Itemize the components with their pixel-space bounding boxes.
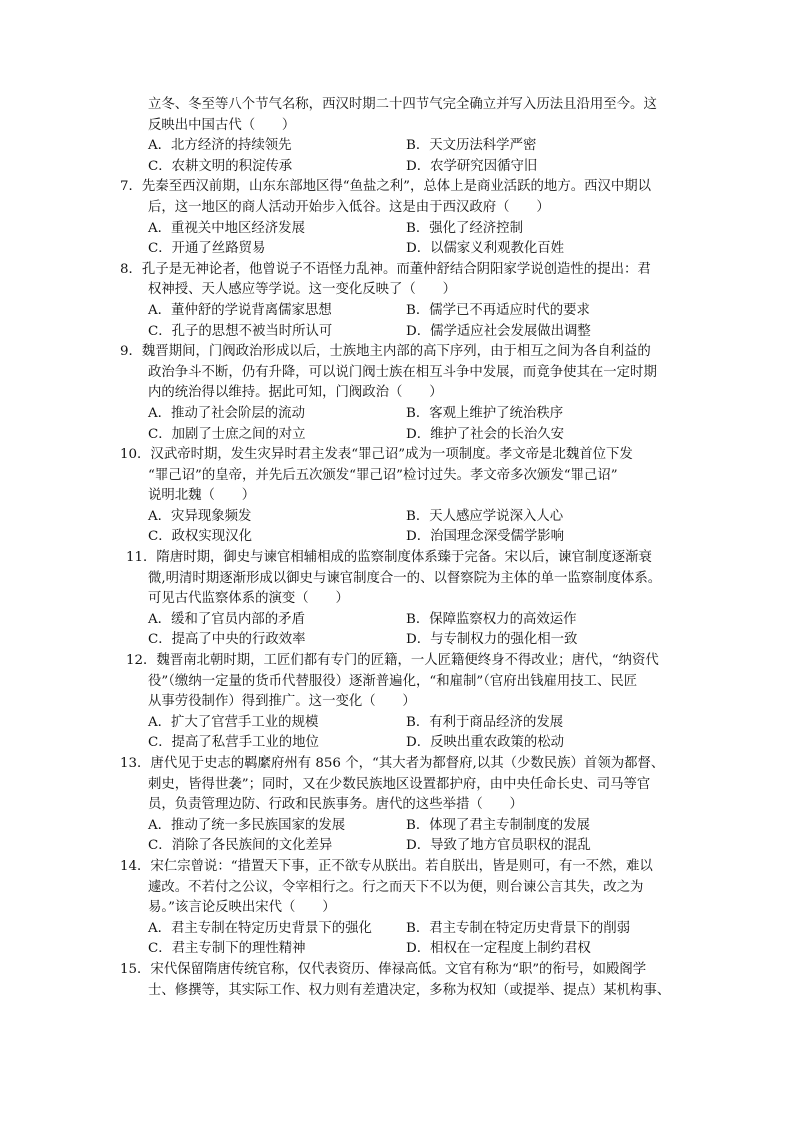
question-stem-line: “罪己诏”的皇帝，并先后五次颁发“罪己诏”检讨过失。孝文帝多次颁发“罪己诏”: [148, 467, 618, 483]
question-stem-line: 8．孔子是无神论者，他曾说子不语怪力乱神。而董仲舒结合阴阳家学说创造性的提出：君: [120, 261, 651, 277]
option-d[interactable]: D．儒学适应社会发展做出调整: [406, 323, 591, 339]
option-b[interactable]: B．儒学已不再适应时代的要求: [406, 302, 590, 318]
option-b[interactable]: B．有利于商品经济的发展: [406, 714, 564, 730]
option-row: [120, 939, 680, 960]
option-row: [120, 836, 680, 857]
question-stem-line: 员，负责管理边防、行政和民族事务。唐代的这些举措（ ）: [148, 797, 523, 813]
option-row: [120, 322, 680, 343]
option-a[interactable]: A．君主专制在特定历史背景下的强化: [148, 920, 372, 936]
option-a[interactable]: A．董仲舒的学说背离儒家思想: [148, 302, 332, 318]
option-d[interactable]: D．以儒家义利观教化百姓: [406, 241, 565, 257]
option-c[interactable]: C．消除了各民族间的文化差异: [148, 838, 333, 854]
option-row: [120, 507, 680, 528]
option-c[interactable]: C．孔子的思想不被当时所认可: [148, 323, 333, 339]
option-c[interactable]: C．加剧了士庶之间的对立: [148, 426, 306, 442]
option-b[interactable]: B．客观上维护了统治秩序: [406, 405, 564, 421]
question-stem-line: 士、修撰等，其实际工作、权力则有差遣决定，多称为权知（或提举、提点）某机构事、: [148, 982, 671, 998]
option-c[interactable]: C．君主专制下的理性精神: [148, 941, 306, 957]
option-a[interactable]: A．推动了社会阶层的流动: [148, 405, 305, 421]
question-stem-line: 微,明清时期逐渐形成以御史与谏官制度合一的、以督察院为主体的单一监察制度体系。: [148, 570, 662, 586]
question-stem-line: 11．隋唐时期，御史与谏官相辅相成的监察制度体系臻于完备。宋以后，谏官制度逐渐衰: [126, 550, 652, 566]
question-6-continued: [120, 95, 680, 177]
question-stem-line: 12．魏晋南北朝时期，工匠们都有专门的匠籍，一人匠籍便终身不得改业；唐代，“纳资代: [126, 653, 659, 669]
option-row: [120, 919, 680, 940]
option-c[interactable]: C．政权实现汉化: [148, 529, 252, 545]
question-7: [120, 177, 680, 259]
option-row: [120, 733, 680, 754]
question-13: [120, 754, 680, 857]
question-stem-line: 从事劳役制作）得到推广。这一变化（ ）: [148, 694, 416, 710]
question-stem-line: 说明北魏（ ）: [148, 488, 256, 504]
option-d[interactable]: D．导致了地方官员职权的混乱: [406, 838, 591, 854]
question-stem-line: 后，这一地区的商人活动开始步入低谷。这是由于西汉政府（ ）: [148, 199, 550, 215]
option-d[interactable]: D．维护了社会的长治久安: [406, 426, 565, 442]
option-row: [120, 630, 680, 651]
option-d[interactable]: D．农学研究因循守旧: [406, 158, 538, 174]
question-stem-line: 易。”该言论反映出宋代（ ）: [148, 900, 336, 916]
question-list: [120, 95, 680, 1001]
option-a[interactable]: A．北方经济的持续领先: [148, 138, 292, 154]
question-14: [120, 857, 680, 960]
option-row: [120, 136, 680, 157]
option-d[interactable]: D．反映出重农政策的松动: [406, 735, 565, 751]
question-stem-line: 遽改。不若付之公议，令宰相行之。行之而天下不以为便，则台谏公言其失，改之为: [148, 879, 644, 895]
option-a[interactable]: A．推动了统一多民族国家的发展: [148, 817, 346, 833]
question-stem-line: 刺史，皆得世袭”；同时，又在少数民族地区设置都护府，由中央任命长史、司马等官: [148, 776, 651, 792]
option-b[interactable]: B．保障监察权力的高效运作: [406, 611, 577, 627]
option-a[interactable]: A．重视关中地区经济发展: [148, 220, 305, 236]
option-c[interactable]: C．农耕文明的积淀传承: [148, 158, 293, 174]
question-stem-line: 反映出中国古代（ ）: [148, 117, 296, 133]
option-b[interactable]: B．君主专制在特定历史背景下的削弱: [406, 920, 631, 936]
option-d[interactable]: D．与专制权力的强化相一致: [406, 632, 578, 648]
option-a[interactable]: A．扩大了官营手工业的规模: [148, 714, 319, 730]
option-row: [120, 219, 680, 240]
option-row: [120, 816, 680, 837]
question-8: [120, 260, 680, 342]
question-stem-line: 10．汉武帝时期，发生灾异时君主发表“罪己诏”成为一项制度。孝文帝是北魏首位下发: [120, 447, 633, 463]
question-stem-line: 15．宋代保留隋唐传统官称，仅代表资历、俸禄高低。文官有称为“职”的衔号，如殿阁学: [120, 961, 647, 977]
question-stem-line: 可见古代监察体系的演变（ ）: [148, 591, 349, 607]
question-stem-line: 14．宋仁宗曾说：“措置天下事，正不欲专从朕出。若自朕出，皆是则可，有一不然，难以: [120, 858, 653, 874]
question-9: [120, 342, 680, 445]
option-row: [120, 610, 680, 631]
option-a[interactable]: A．灾异现象频发: [148, 508, 252, 524]
option-row: [120, 157, 680, 178]
question-stem-line: 役”（缴纳一定量的货币代替服役）逐渐普遍化，“和雇制”（官府出钱雇用技工、民匠: [148, 673, 638, 689]
question-10: [120, 445, 680, 548]
question-stem-line: 内的统治得以维持。据此可知，门阀政治（ ）: [148, 385, 443, 401]
option-a[interactable]: A．缓和了官员内部的矛盾: [148, 611, 305, 627]
question-stem-line: 权神授、天人感应等学说。这一变化反映了（ ）: [148, 282, 456, 298]
question-stem-line: 政治争斗不断，仍有升降，可以说门阀士族在相互斗争中发展，而竟争使其在一定时期: [148, 364, 657, 380]
option-row: [120, 527, 680, 548]
option-d[interactable]: D．治国理念深受儒学影响: [406, 529, 565, 545]
option-row: [120, 713, 680, 734]
option-row: [120, 425, 680, 446]
question-stem-line: 13．唐代见于史志的羁縻府州有 856 个，“其大者为都督府,以其（少数民族）首领为都督、: [120, 756, 665, 771]
question-stem-line: 9．魏晋期间，门阀政治形成以后，士族地主内部的高下序列，由于相互之间为各自利益的: [120, 344, 651, 360]
option-b[interactable]: B．天人感应学说深入人心: [406, 508, 564, 524]
option-row: [120, 239, 680, 260]
option-b[interactable]: B．天文历法科学严密: [406, 138, 537, 154]
question-stem-line: 7．先秦至西汉前期，山东东部地区得“鱼盐之利”，总体上是商业活跃的地方。西汉中期以: [120, 179, 652, 195]
question-11: [120, 548, 680, 651]
option-b[interactable]: B．体现了君主专制制度的发展: [406, 817, 590, 833]
option-c[interactable]: C．提高了中央的行政效率: [148, 632, 306, 648]
option-row: [120, 301, 680, 322]
option-b[interactable]: B．强化了经济控制: [406, 220, 523, 236]
question-12: [120, 651, 680, 754]
option-c[interactable]: C．开通了丝路贸易: [148, 241, 266, 257]
question-stem-line: 立冬、冬至等八个节气名称，西汉时期二十四节气完全确立并写入历法且沿用至今。这: [148, 97, 657, 112]
question-15: [120, 960, 680, 1001]
option-row: [120, 404, 680, 425]
option-c[interactable]: C．提高了私营手工业的地位: [148, 735, 319, 751]
option-d[interactable]: D．相权在一定程度上制约君权: [406, 941, 591, 957]
